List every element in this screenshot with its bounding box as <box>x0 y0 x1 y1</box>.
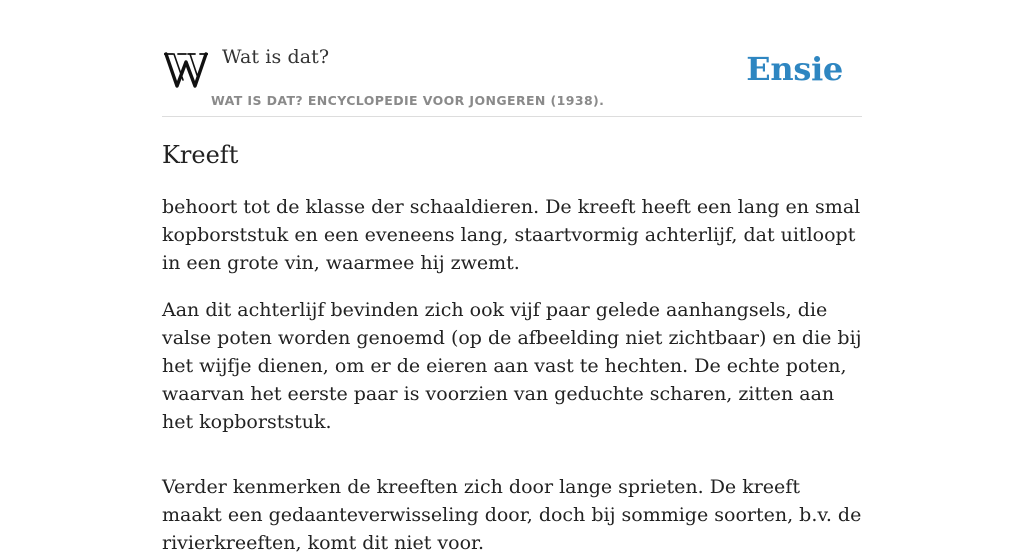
page <box>162 0 862 557</box>
article-paragraph: Verder kenmerken de kreeften zich door lange sprieten. De kreeft maakt een gedaanteverwisseling door, doch bij sommige soorten, b.v. de rivierkreeften, komt dit niet voor. <box>162 476 862 554</box>
article-paragraph: Aan dit achterlijf bevinden zich ook vijf paar gelede aanhangsels, die valse poten worden genoemd (op de afbeelding niet zichtbaar) en die bij het wijfje dienen, om er de eieren aan vast te hechten. De echte poten, waarvan het eerste paar is voorzien van geduchte scharen, zitten aan het kopborststuk. <box>162 299 862 433</box>
entry-title: Kreeft <box>162 141 239 169</box>
brand-logo[interactable]: Ensie <box>746 50 843 88</box>
source-subtitle[interactable]: WAT IS DAT? ENCYCLOPEDIE VOOR JONGEREN (1938). <box>211 93 605 108</box>
header <box>162 0 862 117</box>
article-paragraph: behoort tot de klasse der schaaldieren. De kreeft heeft een lang en smal kopborststuk en een eveneens lang, staartvormig achterlijf, dat uitloopt in een grote vin, waarmee hij zwemt. <box>162 196 861 274</box>
article-body <box>162 193 862 557</box>
wikipedia-w-logo-icon[interactable] <box>164 50 208 90</box>
source-title[interactable]: Wat is dat? <box>222 46 330 68</box>
wikipedia-w-logo-icon-graphic <box>164 50 208 90</box>
